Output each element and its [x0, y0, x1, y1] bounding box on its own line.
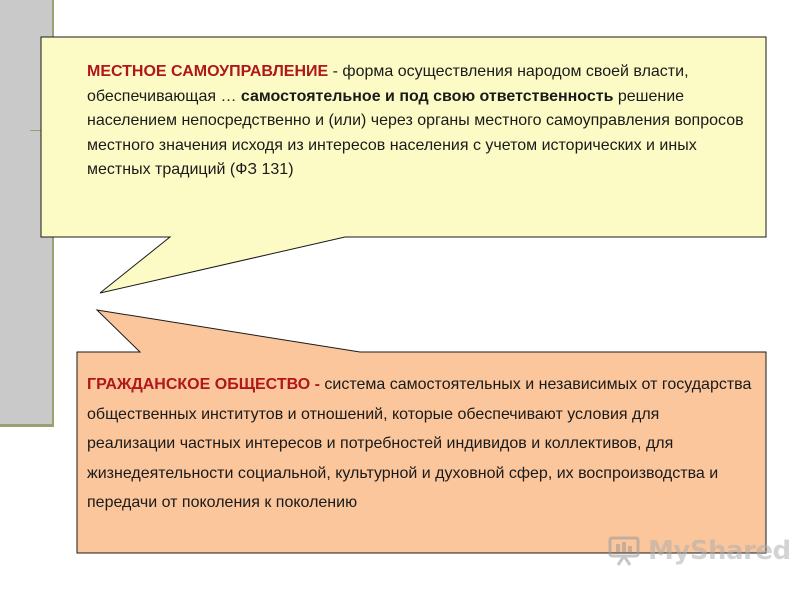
term-civil-society: ГРАЖДАНСКОЕ ОБЩЕСТВО -	[87, 376, 320, 393]
watermark-label: MyShared	[648, 536, 791, 566]
definition-civil-society	[87, 370, 752, 518]
definition-text: система самостоятельных и независимых от государства общественных институтов и отношений, которые обеспечивают условия для реализации частных интересов и потребностей индивидов и коллективов, для жизнедеятельности социальной, культурной и духовной сфер, их воспроизводства и передачи от поколения к поколению	[87, 376, 752, 511]
watermark	[608, 536, 791, 566]
definition-bold-phrase: самостоятельное и под свою ответственность	[240, 87, 614, 105]
term-local-government: МЕСТНОЕ САМОУПРАВЛЕНИЕ	[87, 63, 329, 80]
definition-local-government	[87, 60, 747, 183]
definition-text-part-1: - форма осуществления народом своей власти, обеспечивающая …	[87, 63, 689, 105]
presentation-board-icon	[608, 536, 642, 566]
definition-text-part-2: решение населением непосредственно и (или) через органы местного самоуправления вопросов местного значения исходя из интересов населения с учетом исторических и иных местных традиций (ФЗ 131)	[87, 87, 744, 178]
